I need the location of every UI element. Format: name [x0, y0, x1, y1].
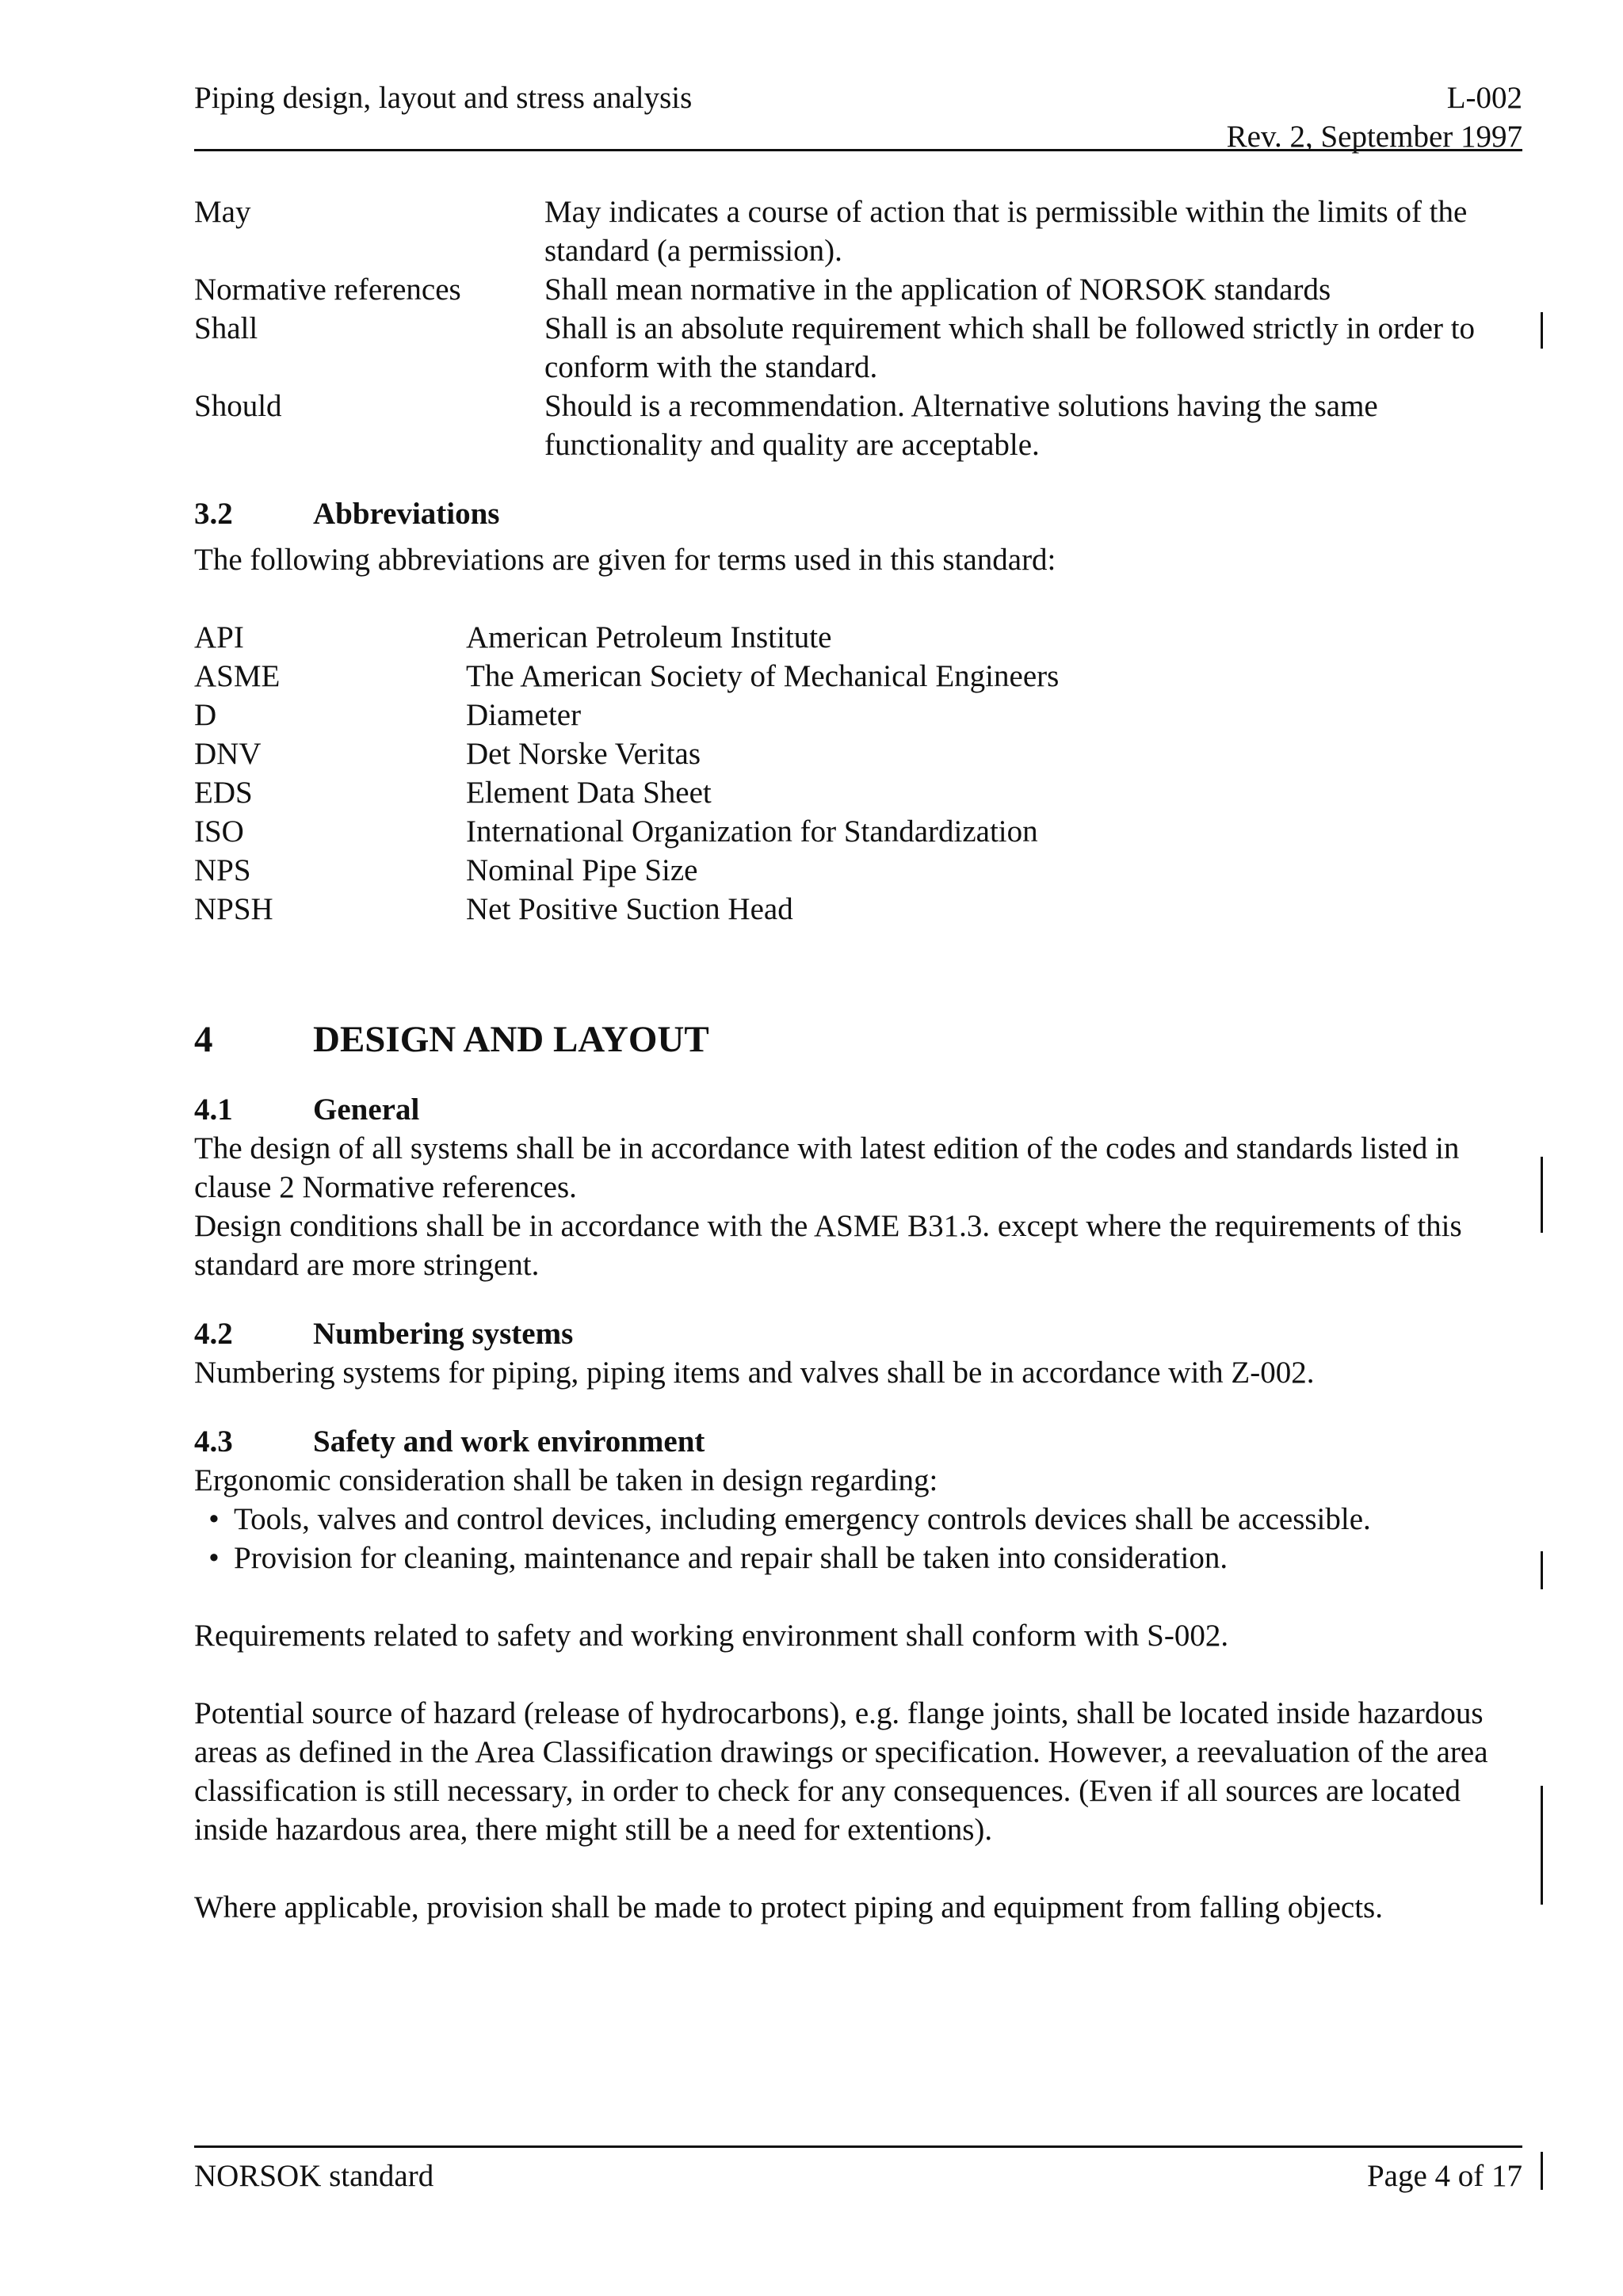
- safety-intro: Ergonomic consideration shall be taken in design regarding:: [194, 1463, 938, 1497]
- definition-row: [194, 387, 1522, 464]
- section-number: 4.3: [194, 1425, 233, 1459]
- abbreviation-row: [194, 773, 1522, 812]
- revision-change-bar: [1541, 1157, 1543, 1233]
- section-title: Numbering systems: [313, 1317, 574, 1351]
- section-heading-safety: [194, 1422, 1522, 1461]
- chapter-number: 4: [194, 1019, 213, 1060]
- definition-text: Should is a recommendation. Alternative solutions having the same functionality and quality are acceptable.: [544, 389, 1378, 462]
- definition-text: Shall mean normative in the application of NORSOK standards: [544, 273, 1331, 307]
- abbreviation-meaning: International Organization for Standardization: [466, 814, 1038, 849]
- footer-rule: [194, 2145, 1522, 2148]
- safety-paragraph-2: Potential source of hazard (release of hydrocarbons), e.g. flange joints, shall be located inside hazardous areas as defined in the Area Classification drawings or specification. However, a reevaluation of the area classification is still necessary, in order to check for any consequences. (Even if all sources are located inside hazardous area, there might still be a need for extentions).: [194, 1696, 1488, 1847]
- abbreviation: ASME: [194, 659, 281, 693]
- abbreviation: DNV: [194, 737, 262, 771]
- definition-term: Shall: [194, 311, 258, 345]
- abbreviation-meaning: American Petroleum Institute: [466, 620, 832, 654]
- definition-row: [194, 193, 1522, 270]
- abbreviation-row: [194, 696, 1522, 734]
- numbering-paragraph: Numbering systems for piping, piping items and valves shall be in accordance with Z-002.: [194, 1356, 1315, 1390]
- header-title: Piping design, layout and stress analysis: [194, 81, 693, 115]
- footer-page-number: Page 4 of 17: [1366, 2159, 1522, 2193]
- abbreviation: NPSH: [194, 892, 273, 926]
- bullet-icon: •: [208, 1502, 220, 1536]
- revision-change-bar: [1541, 312, 1543, 349]
- abbreviation-meaning: Nominal Pipe Size: [466, 853, 698, 887]
- header-doc-id: L-002: [1446, 81, 1522, 115]
- general-paragraph-1: The design of all systems shall be in accordance with latest edition of the codes and standards listed in clause 2 Normative references.: [194, 1131, 1460, 1204]
- chapter-title: DESIGN AND LAYOUT: [313, 1019, 709, 1060]
- abbreviation-row: [194, 618, 1522, 657]
- safety-paragraph-3: Where applicable, provision shall be made to protect piping and equipment from falling objects.: [194, 1890, 1383, 1924]
- section-title: Safety and work environment: [313, 1425, 705, 1459]
- abbreviation-meaning: Diameter: [466, 698, 582, 732]
- abbreviation-meaning: Element Data Sheet: [466, 776, 712, 810]
- abbreviation-meaning: Net Positive Suction Head: [466, 892, 793, 926]
- definition-row: [194, 270, 1522, 309]
- revision-change-bar: [1541, 1551, 1543, 1589]
- definition-term: May: [194, 195, 251, 229]
- abbreviation-meaning: The American Society of Mechanical Engineers: [466, 659, 1060, 693]
- document-page: [194, 76, 1522, 2215]
- footer-standard-name: NORSOK standard: [194, 2159, 434, 2193]
- definition-row: [194, 309, 1522, 387]
- section-number: 3.2: [194, 497, 233, 531]
- section-number: 4.2: [194, 1317, 233, 1351]
- section-heading-general: [194, 1090, 1522, 1129]
- list-item-text: Tools, valves and control devices, including emergency controls devices shall be accessible.: [234, 1502, 1371, 1536]
- section-heading-numbering: [194, 1314, 1522, 1353]
- section-number: 4.1: [194, 1093, 233, 1127]
- abbreviation-row: [194, 890, 1522, 929]
- general-paragraph-2: Design conditions shall be in accordance with the ASME B31.3. except where the requirements of this standard are more stringent.: [194, 1209, 1462, 1282]
- revision-change-bar: [1541, 2152, 1543, 2190]
- page-content: [194, 193, 1522, 1927]
- abbreviation-row: [194, 657, 1522, 696]
- header-revision: Rev. 2, September 1997: [1226, 120, 1522, 154]
- abbreviation-row: [194, 812, 1522, 851]
- abbreviations-intro: The following abbreviations are given for terms used in this standard:: [194, 543, 1056, 577]
- safety-paragraph-1: Requirements related to safety and working environment shall conform with S-002.: [194, 1619, 1229, 1653]
- section-heading-abbreviations: [194, 494, 1522, 533]
- abbreviation-row: [194, 734, 1522, 773]
- chapter-heading: [194, 1017, 1522, 1062]
- abbreviation: NPS: [194, 853, 251, 887]
- safety-bullet-list: [194, 1500, 1522, 1577]
- definition-text: Shall is an absolute requirement which shall be followed strictly in order to conform with the standard.: [544, 311, 1476, 384]
- section-title: Abbreviations: [313, 497, 500, 531]
- list-item-text: Provision for cleaning, maintenance and repair shall be taken into consideration.: [234, 1541, 1228, 1575]
- definitions-list: [194, 193, 1522, 464]
- header-rule: [194, 149, 1522, 151]
- definition-term: Should: [194, 389, 282, 423]
- abbreviation: ISO: [194, 814, 244, 849]
- revision-change-bar: [1541, 1786, 1543, 1905]
- list-item: [194, 1539, 1522, 1577]
- abbreviation: EDS: [194, 776, 253, 810]
- abbreviation: API: [194, 620, 244, 654]
- definition-text: May indicates a course of action that is permissible within the limits of the standard (a permission).: [544, 195, 1468, 268]
- bullet-icon: •: [208, 1541, 220, 1575]
- abbreviation: D: [194, 698, 217, 732]
- abbreviation-row: [194, 851, 1522, 890]
- abbreviation-meaning: Det Norske Veritas: [466, 737, 701, 771]
- list-item: [194, 1500, 1522, 1539]
- abbreviations-list: [194, 618, 1522, 929]
- definition-term: Normative references: [194, 273, 461, 307]
- section-title: General: [313, 1093, 420, 1127]
